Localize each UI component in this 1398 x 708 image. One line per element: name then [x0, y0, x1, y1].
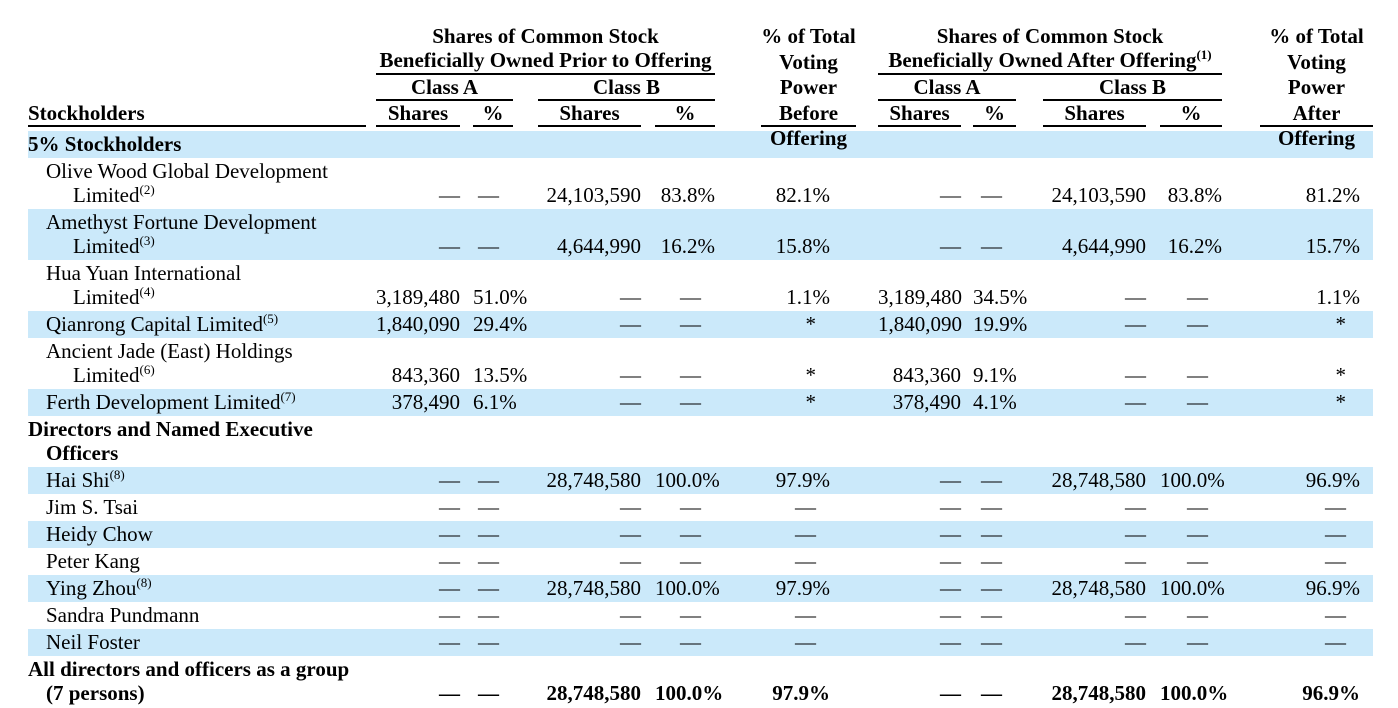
value-cell-voting_power_after: — — [1325, 549, 1346, 573]
value-cell-after_class_a_pct: 9.1% — [973, 363, 1017, 387]
footnote-marker: (4) — [139, 284, 155, 299]
value-cell-after_class_a_shares: 3,189,480 — [878, 285, 962, 309]
stockholder-row — [28, 338, 1373, 389]
value-cell-prior_class_a_pct: 6.1% — [473, 390, 517, 414]
vp-before-line3: Before — [778, 100, 839, 125]
group-total-row — [28, 656, 1373, 707]
vp-after-line4: Offering — [1278, 126, 1355, 150]
value-cell-prior_class_a_shares: 1,840,090 — [376, 312, 460, 336]
value-cell-voting_power_before: 97.9% — [775, 576, 830, 600]
value-cell-prior_class_b_pct: — — [680, 603, 701, 627]
value-cell-after_class_b_pct: — — [1187, 390, 1208, 414]
section-header-row — [28, 131, 1373, 158]
value-cell-after_class_a_pct: — — [981, 468, 1002, 492]
value-cell-prior_class_b_shares: — — [620, 312, 641, 336]
value-cell-prior_class_a_pct: — — [478, 234, 499, 258]
value-cell-prior_class_b_shares: — — [620, 603, 641, 627]
value-cell-prior_class_b_pct: 83.8% — [660, 183, 715, 207]
value-cell-after_class_b_pct: 100.0% — [1160, 576, 1225, 600]
value-cell-prior_class_a_pct: — — [478, 495, 499, 519]
value-cell-prior_class_a_shares: — — [439, 576, 460, 600]
value-cell-prior_class_b_pct: — — [680, 285, 701, 309]
value-cell-after_class_a_pct: — — [981, 183, 1002, 207]
section-title: Directors and Named Executive Officers — [28, 417, 313, 465]
value-cell-prior_class_a_shares: — — [439, 495, 460, 519]
value-cell-prior_class_a_pct: — — [478, 630, 499, 654]
stockholder-row — [28, 548, 1373, 575]
value-cell-voting_power_after: — — [1325, 495, 1346, 519]
value-cell-prior_class_a_shares: — — [439, 549, 460, 573]
footnote-marker: (3) — [139, 233, 155, 248]
value-cell-after_class_a_shares: — — [940, 603, 961, 627]
value-cell-after_class_b_pct: — — [1187, 285, 1208, 309]
after-class-b-shares-header: Shares — [1043, 101, 1146, 127]
footnote-marker: (7) — [280, 389, 296, 404]
value-cell-prior_class_b_pct: — — [680, 312, 701, 336]
stockholder-row — [28, 158, 1373, 209]
value-cell-prior_class_b_pct: — — [680, 630, 701, 654]
value-cell-after_class_b_pct: — — [1187, 522, 1208, 546]
prior-group-line1: Shares of Common Stock — [432, 24, 659, 48]
value-cell-after_class_a_pct: 4.1% — [973, 390, 1017, 414]
stockholder-row — [28, 575, 1373, 602]
value-cell-after_class_b_pct: — — [1187, 495, 1208, 519]
vp-after-line2: Voting Power — [1287, 49, 1346, 99]
value-cell-after_class_b_shares: — — [1125, 495, 1146, 519]
value-cell-after_class_b_pct: — — [1187, 630, 1208, 654]
value-cell-after_class_a_shares: — — [940, 522, 961, 546]
stockholder-row — [28, 311, 1373, 338]
stockholder-row — [28, 260, 1373, 311]
vp-before-line2: Voting Power — [779, 49, 838, 99]
stockholder-name: Olive Wood Global Development Limited$^{(2)}$ — [46, 159, 328, 207]
value-cell-prior_class_a_pct: 13.5% — [473, 363, 528, 387]
value-cell-voting_power_after: 81.2% — [1305, 183, 1360, 207]
stockholder-name: Ying Zhou$^{(8)}$ — [46, 575, 152, 600]
stockholder-name: Amethyst Fortune Development Limited$^{(3)}$ — [46, 210, 317, 258]
value-cell-prior_class_a_pct: — — [478, 183, 499, 207]
vp-after-line1: % of Total — [1269, 24, 1364, 48]
value-cell-prior_class_a_pct: — — [478, 468, 499, 492]
value-cell-after_class_b_shares: 24,103,590 — [1051, 183, 1146, 207]
value-cell-prior_class_a_shares: 378,490 — [391, 390, 460, 414]
section-title: All directors and officers as a group (7 persons) — [28, 657, 350, 705]
value-cell-after_class_a_shares: — — [940, 495, 961, 519]
value-cell-voting_power_before: * — [805, 390, 816, 414]
value-cell-prior_class_a_shares: 843,360 — [391, 363, 460, 387]
value-cell-after_class_a_pct: — — [981, 522, 1002, 546]
value-cell-after_class_b_shares: — — [1125, 390, 1146, 414]
value-cell-after_class_a_shares: — — [940, 576, 961, 600]
value-cell-voting_power_after: 96.9% — [1302, 681, 1360, 705]
value-cell-after_class_b_shares: — — [1125, 630, 1146, 654]
value-cell-voting_power_after: * — [1335, 363, 1346, 387]
vp-before-line1: % of Total — [761, 24, 856, 48]
footnote-marker: (5) — [262, 311, 279, 326]
value-cell-prior_class_b_shares: — — [620, 630, 641, 654]
value-cell-prior_class_b_shares: 24,103,590 — [546, 183, 641, 207]
value-cell-after_class_a_shares: — — [940, 183, 961, 207]
value-cell-voting_power_before: * — [805, 312, 816, 336]
value-cell-voting_power_after: — — [1325, 630, 1346, 654]
value-cell-prior_class_a_shares: — — [439, 630, 460, 654]
after-group-line1: Shares of Common Stock — [936, 24, 1164, 48]
value-cell-voting_power_before: 15.8% — [775, 234, 830, 258]
value-cell-after_class_a_pct: — — [981, 630, 1002, 654]
value-cell-voting_power_before: 82.1% — [775, 183, 830, 207]
stockholder-row — [28, 629, 1373, 656]
value-cell-prior_class_b_shares: — — [620, 390, 641, 414]
stockholder-name: Hua Yuan International Limited$^{(4)}$ — [46, 261, 242, 309]
value-cell-prior_class_b_pct: — — [680, 495, 701, 519]
value-cell-prior_class_b_pct: 100.0% — [655, 468, 720, 492]
value-cell-after_class_b_shares: 28,748,580 — [1051, 681, 1146, 705]
value-cell-prior_class_b_shares: 4,644,990 — [557, 234, 641, 258]
value-cell-after_class_a_shares: — — [940, 549, 961, 573]
stockholder-name: Hai Shi$^{(8)}$ — [46, 467, 125, 492]
value-cell-prior_class_a_shares: — — [439, 468, 460, 492]
voting-power-after-header — [1260, 24, 1373, 150]
value-cell-prior_class_b_shares: 28,748,580 — [546, 468, 641, 492]
value-cell-after_class_b_pct: 16.2% — [1167, 234, 1222, 258]
value-cell-after_class_b_shares: — — [1125, 363, 1146, 387]
value-cell-after_class_a_shares: 378,490 — [892, 390, 961, 414]
table-body — [28, 131, 1373, 707]
value-cell-voting_power_before: * — [805, 363, 816, 387]
value-cell-prior_class_a_shares: — — [439, 522, 460, 546]
value-cell-after_class_b_pct: — — [1187, 603, 1208, 627]
stockholder-name: Qianrong Capital Limited$^{(5)}$ — [46, 311, 279, 336]
value-cell-after_class_a_pct: — — [981, 495, 1002, 519]
value-cell-voting_power_after: * — [1335, 390, 1346, 414]
value-cell-after_class_b_shares: — — [1125, 285, 1146, 309]
value-cell-after_class_a_pct: — — [981, 549, 1002, 573]
prior-group-line2: Beneficially Owned Prior to Offering — [379, 48, 712, 72]
value-cell-prior_class_b_pct: — — [680, 522, 701, 546]
value-cell-prior_class_a_pct: — — [478, 576, 499, 600]
value-cell-after_class_b_shares: 28,748,580 — [1051, 576, 1146, 600]
voting-power-before-header — [761, 24, 856, 150]
value-cell-after_class_a_pct: — — [981, 234, 1002, 258]
value-cell-prior_class_a_shares: — — [439, 234, 460, 258]
value-cell-prior_class_a_pct: — — [478, 603, 499, 627]
value-cell-voting_power_before: — — [795, 603, 816, 627]
value-cell-prior_class_a_pct: — — [478, 522, 499, 546]
value-cell-after_class_a_shares: — — [940, 630, 961, 654]
section-header-row — [28, 416, 1373, 467]
value-cell-prior_class_a_shares: — — [439, 603, 460, 627]
value-cell-prior_class_b_shares: 28,748,580 — [546, 681, 641, 705]
value-cell-after_class_a_pct: 19.9% — [973, 312, 1028, 336]
prior-class-b-header: Class B — [538, 75, 715, 101]
footnote-marker: (2) — [139, 182, 155, 197]
value-cell-after_class_a_shares: — — [940, 468, 961, 492]
after-class-b-header: Class B — [1043, 75, 1222, 101]
prior-offering-group-header — [376, 24, 715, 75]
value-cell-voting_power_after: 1.1% — [1316, 285, 1360, 309]
value-cell-prior_class_b_pct: 16.2% — [660, 234, 715, 258]
value-cell-voting_power_after: 96.9% — [1305, 468, 1360, 492]
value-cell-after_class_a_pct: — — [981, 603, 1002, 627]
value-cell-after_class_b_pct: 100.0% — [1160, 681, 1229, 705]
stockholder-row — [28, 467, 1373, 494]
value-cell-prior_class_b_pct: — — [680, 363, 701, 387]
after-group-line2: Beneficially Owned After Offering — [888, 48, 1197, 72]
stockholder-name: Ancient Jade (East) Holdings Limited$^{(6)}$ — [46, 339, 293, 387]
stockholder-name: Neil Foster — [46, 630, 140, 654]
stockholder-row — [28, 521, 1373, 548]
value-cell-prior_class_a_pct: — — [478, 681, 499, 705]
value-cell-voting_power_after: 15.7% — [1305, 234, 1360, 258]
value-cell-voting_power_after: — — [1325, 522, 1346, 546]
stockholders-column-header: Stockholders — [28, 101, 366, 127]
after-class-a-shares-header: Shares — [878, 101, 961, 127]
value-cell-prior_class_b_shares: — — [620, 522, 641, 546]
value-cell-voting_power_before: — — [795, 549, 816, 573]
after-offering-group-header — [878, 24, 1222, 75]
value-cell-after_class_b_shares: — — [1125, 603, 1146, 627]
value-cell-after_class_a_pct: 34.5% — [973, 285, 1028, 309]
vp-before-line4: Offering — [770, 126, 847, 150]
value-cell-voting_power_before: — — [795, 630, 816, 654]
value-cell-after_class_b_pct: 100.0% — [1160, 468, 1225, 492]
after-group-footnote: (1) — [1196, 47, 1212, 62]
value-cell-after_class_b_shares: 28,748,580 — [1051, 468, 1146, 492]
beneficial-ownership-table — [28, 24, 1373, 707]
value-cell-prior_class_a_shares: — — [439, 183, 460, 207]
footnote-marker: (8) — [109, 467, 125, 482]
prior-class-b-shares-header: Shares — [538, 101, 641, 127]
prior-class-b-pct-header: % — [655, 101, 715, 127]
value-cell-prior_class_a_pct: 51.0% — [473, 285, 528, 309]
value-cell-prior_class_a_pct: — — [478, 549, 499, 573]
value-cell-after_class_b_pct: — — [1187, 363, 1208, 387]
after-class-a-pct-header: % — [973, 101, 1016, 127]
value-cell-after_class_a_shares: 843,360 — [892, 363, 961, 387]
value-cell-voting_power_before: 97.9% — [775, 468, 830, 492]
value-cell-after_class_a_pct: — — [981, 681, 1002, 705]
value-cell-prior_class_b_shares: 28,748,580 — [546, 576, 641, 600]
stockholder-row — [28, 389, 1373, 416]
value-cell-after_class_b_pct: — — [1187, 312, 1208, 336]
value-cell-prior_class_b_shares: — — [620, 549, 641, 573]
footnote-marker: (8) — [136, 575, 152, 590]
stockholder-name: Jim S. Tsai — [46, 495, 139, 519]
footnote-marker: (6) — [139, 362, 155, 377]
stockholder-row — [28, 494, 1373, 521]
stockholder-name: Ferth Development Limited$^{(7)}$ — [46, 389, 296, 414]
value-cell-after_class_b_pct: 83.8% — [1167, 183, 1222, 207]
after-class-a-header: Class A — [878, 75, 1016, 101]
value-cell-prior_class_b_pct: — — [680, 549, 701, 573]
prior-class-a-header: Class A — [376, 75, 513, 101]
after-class-b-pct-header: % — [1160, 101, 1222, 127]
value-cell-voting_power_after: — — [1325, 603, 1346, 627]
value-cell-after_class_a_shares: 1,840,090 — [878, 312, 962, 336]
value-cell-prior_class_a_pct: 29.4% — [473, 312, 528, 336]
value-cell-prior_class_b_pct: 100.0% — [655, 681, 724, 705]
value-cell-prior_class_b_pct: 100.0% — [655, 576, 720, 600]
value-cell-voting_power_after: 96.9% — [1305, 576, 1360, 600]
stockholder-row — [28, 602, 1373, 629]
prior-class-a-pct-header: % — [473, 101, 513, 127]
stockholder-name: Heidy Chow — [46, 522, 153, 546]
stockholder-name: Peter Kang — [46, 549, 140, 573]
value-cell-prior_class_a_shares: 3,189,480 — [376, 285, 460, 309]
value-cell-voting_power_before: — — [795, 522, 816, 546]
value-cell-after_class_a_shares: — — [940, 681, 961, 705]
value-cell-after_class_b_pct: — — [1187, 549, 1208, 573]
value-cell-after_class_b_shares: — — [1125, 312, 1146, 336]
value-cell-after_class_b_shares: 4,644,990 — [1062, 234, 1146, 258]
value-cell-after_class_b_shares: — — [1125, 549, 1146, 573]
value-cell-after_class_a_shares: — — [940, 234, 961, 258]
stockholder-row — [28, 209, 1373, 260]
value-cell-after_class_b_shares: — — [1125, 522, 1146, 546]
vp-after-line3: After — [1292, 100, 1341, 125]
value-cell-after_class_a_pct: — — [981, 576, 1002, 600]
value-cell-voting_power_before: 1.1% — [786, 285, 830, 309]
prior-class-a-shares-header: Shares — [376, 101, 460, 127]
section-title: 5% Stockholders — [28, 132, 182, 156]
value-cell-voting_power_before: 97.9% — [772, 681, 830, 705]
value-cell-prior_class_b_shares: — — [620, 285, 641, 309]
value-cell-voting_power_after: * — [1335, 312, 1346, 336]
stockholder-name: Sandra Pundmann — [46, 603, 200, 627]
value-cell-prior_class_b_pct: — — [680, 390, 701, 414]
value-cell-prior_class_b_shares: — — [620, 495, 641, 519]
value-cell-prior_class_a_shares: — — [439, 681, 460, 705]
value-cell-voting_power_before: — — [795, 495, 816, 519]
value-cell-prior_class_b_shares: — — [620, 363, 641, 387]
